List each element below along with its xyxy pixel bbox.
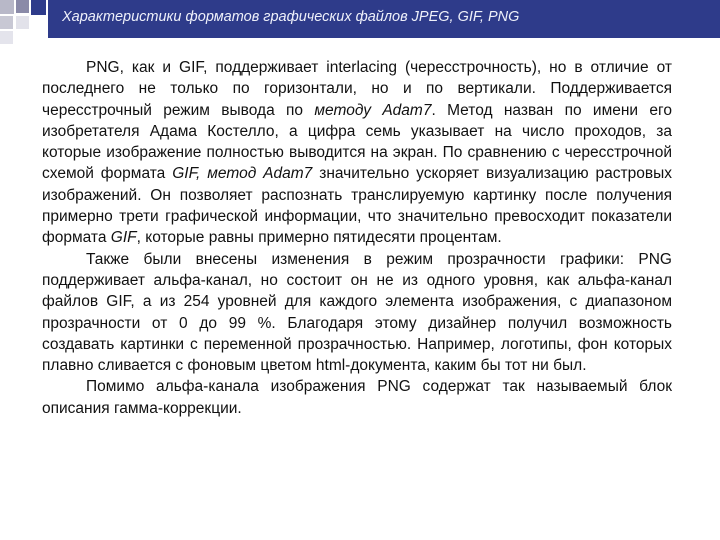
italic-run: методу Adam7 — [314, 101, 432, 119]
italic-run: GIF, метод Adam7 — [172, 165, 313, 183]
decor-square — [0, 16, 13, 29]
decor-square — [0, 0, 14, 14]
slide-body — [42, 57, 672, 419]
decor-square — [31, 0, 46, 15]
text-run: PNG, как и GIF, поддерживает interlacing (чересстрочность), но в отличие от последнего не только по горизонтали, но и по вертикали. Поддерживается чересстрочный режим вывода по — [42, 59, 672, 119]
decor-square — [16, 0, 29, 13]
text-run: . Метод назван по имени его изобретателя Адама Костелло, а цифра семь указывает на число проходов, за которые изображение полностью выводится на экран. По сравнению с чересстрочной схемой формата — [42, 101, 672, 183]
paragraph-transparency: Также были внесены изменения в режим прозрачности графики: PNG поддерживает альфа-канал, но состоит он не из одного уровня, как альфа-канал файлов GIF, а из 254 уровней для каждого элемента изображения, с диапазоном прозрачности от 0 до 99 %. Благодаря этому дизайнер получил возможность создавать картинки с переменной прозрачностью. Например, логотипы, фон которых плавно сливается с фоновым цветом html-документа, каким бы тот ни был. — [42, 250, 672, 375]
text-run: , которые равны примерно пятидесяти процентам. — [136, 229, 502, 247]
title-underline — [48, 36, 720, 38]
paragraph-gamma: Помимо альфа-канала изображения PNG содержат так называемый блок описания гамма-коррекции. — [42, 378, 672, 417]
decor-square — [16, 16, 29, 29]
slide-title: Характеристики форматов графических файлов JPEG, GIF, PNG — [62, 9, 520, 25]
decor-square — [0, 31, 13, 44]
paragraph-interlacing — [42, 57, 672, 249]
text-run: значительно ускоряет визуализацию растровых изображений. Он позволяет распознать транслируемую картинку после получения примерно трети графической информации, что значительно превосходит показатели формата — [42, 165, 672, 247]
italic-run: GIF — [110, 229, 137, 247]
